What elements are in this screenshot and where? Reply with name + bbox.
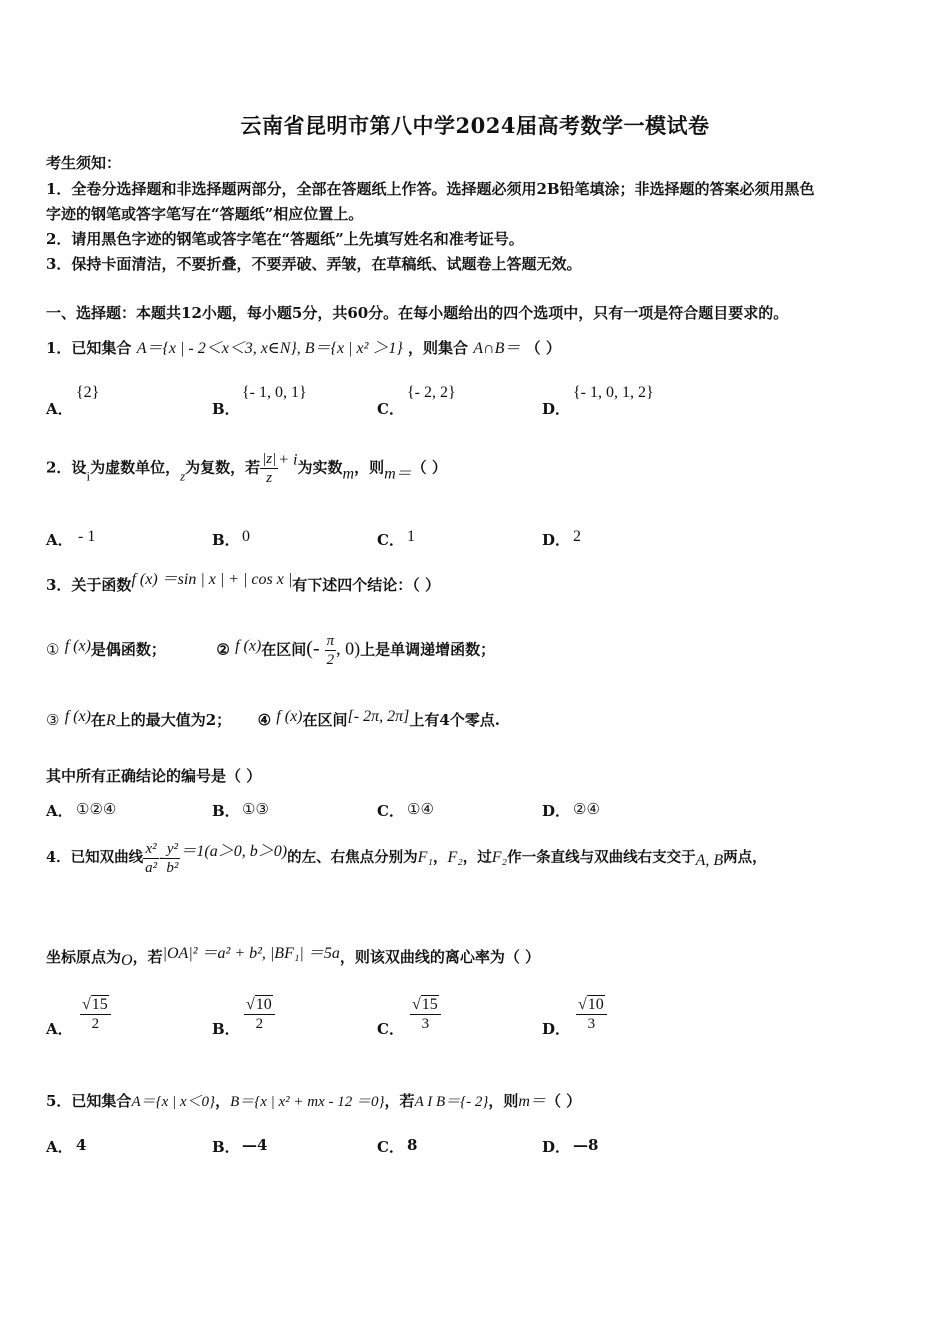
- q4-option-c[interactable]: $\frac{√15}{3}$: [410, 996, 441, 1033]
- q3-option-b-label: B．: [212, 802, 240, 820]
- q4-F2: F₂: [447, 849, 463, 866]
- q1-option-d[interactable]: {- 1, 0, 1, 2}: [573, 384, 654, 401]
- q2-option-c[interactable]: 1: [407, 528, 415, 545]
- q4-denominator: 2: [91, 1016, 100, 1032]
- q5-text: ，则: [488, 1092, 519, 1110]
- q5-m: m＝: [518, 1093, 546, 1110]
- q2-text: ，则: [354, 458, 385, 477]
- question-4: [46, 838, 767, 877]
- q3-c4-text: 在区间: [302, 711, 348, 729]
- q1-option-b[interactable]: {- 1, 0, 1}: [242, 384, 307, 401]
- q3-f: f (x): [64, 708, 91, 725]
- q4-option-a-label: A．: [46, 1020, 73, 1038]
- q4-text: 作一条直线与双曲线右支交于: [507, 849, 696, 866]
- q4-radicand: 15: [91, 996, 108, 1013]
- q2-frac-den: z: [266, 470, 273, 486]
- q2-text: 为虚数单位，: [90, 458, 181, 477]
- q5-option-c[interactable]: 8: [407, 1136, 418, 1154]
- q5-prefix: 5．已知集合: [46, 1092, 132, 1110]
- q4-frac-num: y²: [164, 840, 180, 859]
- q2-paren: （ ）: [411, 458, 447, 477]
- q3-option-a[interactable]: ①②④: [76, 800, 117, 818]
- q5-intersection: A I B＝{- 2}: [414, 1094, 489, 1110]
- q5-set-b: B＝{x | x² + mx - 12 ＝0}: [230, 1094, 385, 1110]
- q4-frac-den: b²: [166, 859, 179, 876]
- q3-mark-3: ③: [46, 711, 60, 729]
- q2-option-c-label: C．: [377, 531, 404, 549]
- q1-option-b-label: B．: [212, 400, 240, 418]
- q1-option-d-label: D．: [542, 400, 571, 418]
- q3-ask: 其中所有正确结论的编号是（ ）: [46, 767, 262, 785]
- q3-R: R: [105, 712, 116, 729]
- notice-item: 1．全卷分选择题和非选择题两部分，全部在答题纸上作答。选择题必须用2B铅笔填涂；非选择题的答案必须用黑色: [46, 180, 815, 198]
- page-title: 云南省昆明市第八中学2024届高考数学一模试卷: [240, 113, 710, 138]
- q3-c3-text: 在: [90, 711, 106, 729]
- q4-option-a[interactable]: $\frac{√15}{2}$: [80, 996, 111, 1033]
- q3-c4-interval: [- 2π, 2π]: [347, 708, 410, 725]
- q4-option-b[interactable]: $\frac{√10}{2}$: [244, 996, 275, 1033]
- q3-c2-fraction: [325, 632, 337, 669]
- q3-option-c-label: C．: [377, 802, 404, 820]
- q4-frac-den: a²: [145, 859, 158, 876]
- notice-item: 3．保持卡面清洁，不要折叠，不要弄破、弄皱，在草稿纸、试题卷上答题无效。: [46, 255, 582, 273]
- q3-c4-text2: 上有4个零点.: [409, 711, 500, 729]
- q4-comma: ，: [432, 849, 448, 866]
- q3-frac-den: 2: [326, 652, 335, 668]
- q3-c3-text2: 上的最大值为2；: [115, 711, 232, 729]
- q4-text: ，过: [462, 849, 492, 866]
- q4-radicand: 10: [255, 996, 272, 1013]
- q4-option-d[interactable]: $\frac{√10}{3}$: [576, 996, 607, 1033]
- q1-intersection-math: A∩B＝: [473, 340, 521, 357]
- q1-suffix: ，则集合: [408, 339, 469, 357]
- q4-denominator: 2: [255, 1016, 264, 1032]
- q3-c1-text: 是偶函数；: [90, 640, 166, 659]
- notice-item: 2．请用黑色字迹的钢笔或答字笔在“答题纸”上先填写姓名和准考证号。: [46, 230, 524, 248]
- q3-conclusions-row-2: [46, 708, 500, 730]
- q4-line-2: [46, 940, 540, 970]
- q4-minus: -: [159, 849, 165, 866]
- q2-option-b-label: B．: [212, 531, 240, 549]
- q2-plus-i: + i: [278, 451, 298, 469]
- q4-option-b-label: B．: [212, 1020, 240, 1038]
- q4-O: O: [121, 952, 133, 969]
- notice-heading: 考生须知：: [46, 154, 122, 172]
- q4-condition-math: |OA|² ＝a² + b², |BF₁| ＝5a: [162, 945, 340, 962]
- q3-c2-rbracket: , 0): [336, 638, 361, 659]
- q2-expr: m＝: [384, 465, 412, 483]
- q3-prefix: 3．关于函数: [46, 576, 132, 594]
- q3-f: f (x): [235, 637, 262, 655]
- q3-option-c[interactable]: ①④: [407, 800, 434, 818]
- q5-set-a: A＝{x | x＜0}: [131, 1094, 216, 1110]
- q3-option-b[interactable]: ①③: [242, 800, 269, 818]
- question-5: [46, 1088, 581, 1111]
- q4-option-c-label: C．: [377, 1020, 404, 1038]
- q4-F1: F₁: [417, 849, 433, 866]
- q5-paren: （ ）: [545, 1092, 582, 1110]
- q2-option-d-label: D．: [542, 531, 571, 549]
- q2-text: 为实数: [297, 458, 343, 477]
- q2-fraction: [260, 450, 278, 487]
- q3-mark-2: ②: [216, 640, 230, 659]
- q4-text: 的左、右焦点分别为: [287, 849, 418, 866]
- q3-function: f (x) ＝sin | x | + | cos x |: [131, 571, 293, 588]
- q5-option-b[interactable]: —4: [242, 1136, 268, 1154]
- q4-text: 坐标原点为: [46, 948, 122, 966]
- q4-AB: A, B: [695, 852, 724, 869]
- q1-option-c-label: C．: [377, 400, 404, 418]
- q4-text: ，则该双曲线的离心率为（ ）: [339, 948, 541, 966]
- notice-item: 字迹的钢笔或答字笔写在“答题纸”相应位置上。: [46, 205, 364, 223]
- q1-prefix: 1．已知集合: [46, 339, 132, 357]
- q3-c2-text: 在区间: [261, 640, 307, 659]
- q4-F2: F₂: [491, 849, 508, 866]
- q2-i: i: [86, 468, 91, 484]
- q3-f: f (x): [64, 637, 91, 655]
- q1-paren: （ ）: [525, 339, 561, 357]
- q1-sets-math: A＝{x | - 2＜x＜3, x∈N}, B＝{x | x² ＞1}: [136, 340, 403, 357]
- q2-option-b[interactable]: 0: [242, 528, 250, 545]
- q2-z: z: [180, 468, 186, 484]
- q3-c2-text2: 上是单调递增函数；: [360, 640, 496, 659]
- q5-option-c-label: C．: [377, 1138, 404, 1156]
- q2-option-a-label: A．: [46, 531, 73, 549]
- q3-mark-1: ①: [46, 640, 60, 659]
- q3-c2-lbracket: (-: [306, 637, 325, 660]
- q4-frac-num: x²: [143, 840, 159, 859]
- q5-option-a[interactable]: 4: [76, 1136, 87, 1154]
- q2-m: m: [342, 465, 355, 483]
- q4-radicand: 15: [421, 996, 438, 1013]
- q1-option-a-label: A．: [46, 400, 73, 418]
- q4-prefix: 4．已知双曲线: [46, 849, 144, 866]
- q3-frac-num: π: [326, 633, 335, 649]
- q2-option-a[interactable]: - 1: [78, 528, 96, 545]
- q5-comma: ，: [215, 1092, 231, 1110]
- q5-option-a-label: A．: [46, 1138, 73, 1156]
- q2-option-d[interactable]: 2: [573, 528, 581, 545]
- q4-text: 两点，: [723, 849, 767, 866]
- q5-text: ，若: [384, 1092, 415, 1110]
- q5-option-d[interactable]: —8: [573, 1136, 599, 1154]
- q4-text: ，若: [132, 948, 163, 966]
- question-3: [46, 566, 440, 595]
- q3-suffix: 有下述四个结论：（ ）: [292, 576, 440, 594]
- q2-frac-num: |z|: [262, 451, 277, 467]
- q3-mark-4: ④: [257, 711, 272, 729]
- q3-f: f (x): [276, 708, 303, 725]
- q4-denominator: 3: [587, 1016, 596, 1032]
- q3-conclusions-row-1: [46, 632, 495, 669]
- q3-option-d[interactable]: ②④: [573, 800, 600, 818]
- q1-option-c[interactable]: {- 2, 2}: [407, 384, 456, 401]
- q2-text: 2．设: [46, 458, 87, 477]
- q3-option-a-label: A．: [46, 802, 73, 820]
- q4-equation: ＝1(a＞0, b＞0): [180, 843, 288, 860]
- q1-option-a[interactable]: {2}: [76, 384, 100, 401]
- q3-option-d-label: D．: [542, 802, 571, 820]
- q4-frac-y: [164, 840, 180, 877]
- q5-option-d-label: D．: [542, 1138, 571, 1156]
- question-2: [46, 450, 447, 487]
- question-1: [46, 335, 561, 358]
- q5-option-b-label: B．: [212, 1138, 240, 1156]
- q4-frac-x: [143, 840, 159, 877]
- q4-option-d-label: D．: [542, 1020, 571, 1038]
- section-heading: 一、选择题：本题共12小题，每小题5分，共60分。在每小题给出的四个选项中，只有一项是符合题目要求的。: [46, 304, 789, 322]
- q2-text: 为复数，若: [185, 458, 261, 477]
- q4-denominator: 3: [421, 1016, 430, 1032]
- q4-radicand: 10: [587, 996, 604, 1013]
